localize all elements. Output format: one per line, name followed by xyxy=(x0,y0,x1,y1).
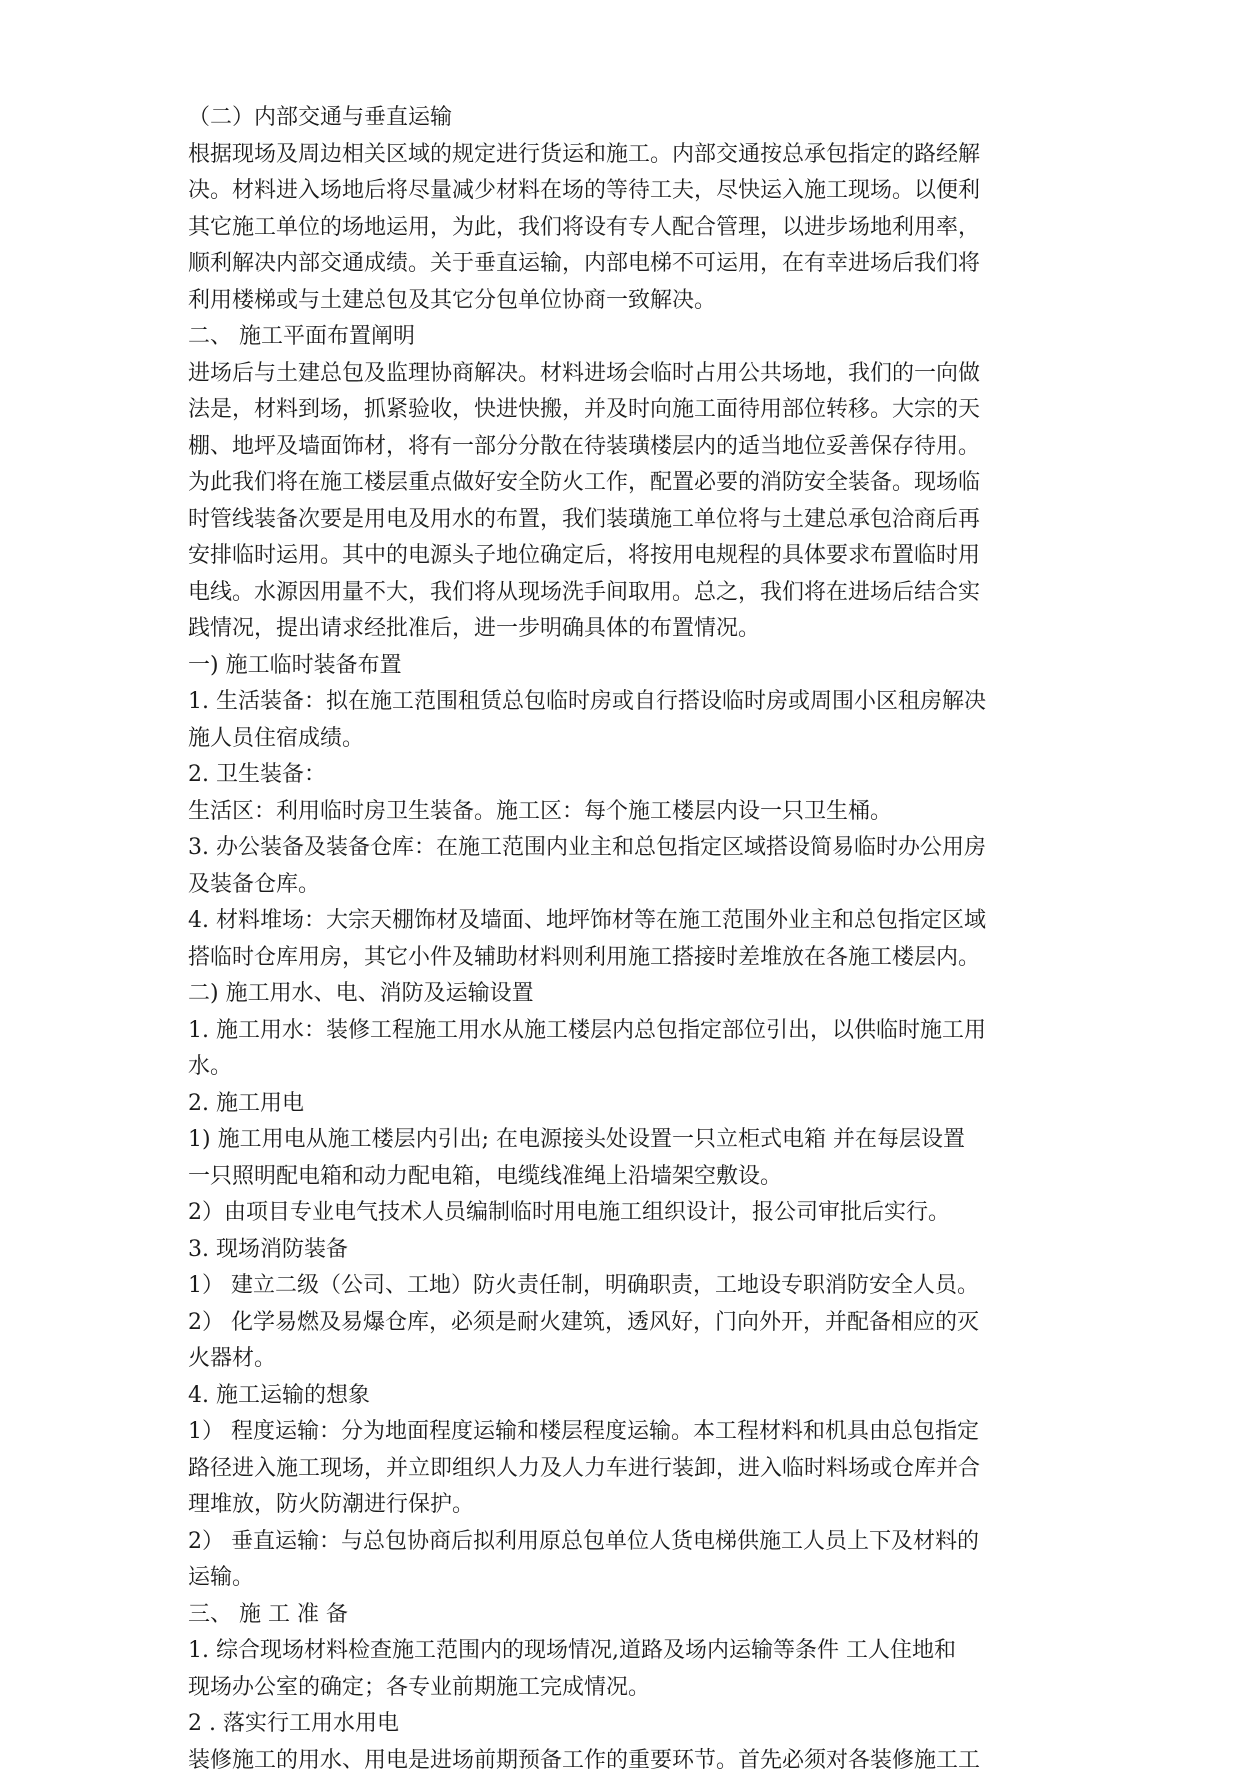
list-item-line: 火器材。 xyxy=(188,1341,1188,1378)
list-item-line: 1） 程度运输：分为地面程度运输和楼层程度运输。本工程材料和机具由总包指定 xyxy=(188,1414,1188,1451)
subsection-heading: 一) 施工临时装备布置 xyxy=(188,648,1188,685)
list-item-line: 1. 生活装备：拟在施工范围租赁总包临时房或自行搭设临时房或周围小区租房解决 xyxy=(188,684,1188,721)
paragraph-line: 法是，材料到场，抓紧验收，快进快搬，并及时向施工面待用部位转移。大宗的天 xyxy=(188,392,1188,429)
list-item-line: 1) 施工用电从施工楼层内引出; 在电源接头处设置一只立柜式电箱 并在每层设置 xyxy=(188,1122,1188,1159)
paragraph-line: 其它施工单位的场地运用，为此，我们将设有专人配合管理，以进步场地利用率， xyxy=(188,210,1188,247)
list-item-line: 1） 建立二级（公司、工地）防火责任制，明确职责，工地设专职消防安全人员。 xyxy=(188,1268,1188,1305)
paragraph-line: 顺利解决内部交通成绩。关于垂直运输，内部电梯不可运用，在有幸进场后我们将 xyxy=(188,246,1188,283)
paragraph-line: 践情况，提出请求经批准后，进一步明确具体的布置情况。 xyxy=(188,611,1188,648)
section-heading: 二、 施工平面布置阐明 xyxy=(188,319,1188,356)
list-item-line: 理堆放，防火防潮进行保护。 xyxy=(188,1487,1188,1524)
list-item-line: 3. 现场消防装备 xyxy=(188,1232,1188,1269)
list-item-line: 施人员住宿成绩。 xyxy=(188,721,1188,758)
list-item-line: 及装备仓库。 xyxy=(188,867,1188,904)
list-item-line: 2） 垂直运输：与总包协商后拟利用原总包单位人货电梯供施工人员上下及材料的 xyxy=(188,1524,1188,1561)
list-item-line: 2. 施工用电 xyxy=(188,1086,1188,1123)
list-item-line: 运输。 xyxy=(188,1560,1188,1597)
paragraph-line: 电线。水源因用量不大，我们将从现场洗手间取用。总之，我们将在进场后结合实 xyxy=(188,575,1188,612)
paragraph-line: 根据现场及周边相关区域的规定进行货运和施工。内部交通按总承包指定的路经解 xyxy=(188,137,1188,174)
list-item-line: 2） 化学易燃及易爆仓库，必须是耐火建筑，透风好，门向外开，并配备相应的灭 xyxy=(188,1305,1188,1342)
paragraph-line: 为此我们将在施工楼层重点做好安全防火工作，配置必要的消防安全装备。现场临 xyxy=(188,465,1188,502)
list-item-line: 搭临时仓库用房，其它小件及辅助材料则利用施工搭接时差堆放在各施工楼层内。 xyxy=(188,940,1188,977)
list-item-line: 2 . 落实行工用水用电 xyxy=(188,1706,1188,1743)
list-item-line: 一只照明配电箱和动力配电箱，电缆线准绳上沿墙架空敷设。 xyxy=(188,1159,1188,1196)
subsection-heading: （二）内部交通与垂直运输 xyxy=(188,100,1188,137)
list-item-line: 1. 施工用水：装修工程施工用水从施工楼层内总包指定部位引出，以供临时施工用 xyxy=(188,1013,1188,1050)
paragraph-line: 决。材料进入场地后将尽量减少材料在场的等待工夫，尽快运入施工现场。以便利 xyxy=(188,173,1188,210)
list-item-line: 水。 xyxy=(188,1049,1188,1086)
subsection-heading: 二) 施工用水、电、消防及运输设置 xyxy=(188,976,1188,1013)
list-item-line: 2. 卫生装备： xyxy=(188,757,1188,794)
paragraph-line: 棚、地坪及墙面饰材，将有一部分分散在待装璜楼层内的适当地位妥善保存待用。 xyxy=(188,429,1188,466)
list-item-line: 3. 办公装备及装备仓库：在施工范围内业主和总包指定区域搭设简易临时办公用房 xyxy=(188,830,1188,867)
paragraph-line: 利用楼梯或与土建总包及其它分包单位协商一致解决。 xyxy=(188,283,1188,320)
list-item-line: 4. 施工运输的想象 xyxy=(188,1378,1188,1415)
list-item-line: 现场办公室的确定；各专业前期施工完成情况。 xyxy=(188,1670,1188,1707)
paragraph-line: 时管线装备次要是用电及用水的布置，我们装璜施工单位将与土建总承包洽商后再 xyxy=(188,502,1188,539)
list-item-line: 生活区：利用临时房卫生装备。施工区：每个施工楼层内设一只卫生桶。 xyxy=(188,794,1188,831)
list-item-line: 路径进入施工现场，并立即组织人力及人力车进行装卸，进入临时料场或仓库并合 xyxy=(188,1451,1188,1488)
paragraph-line: 安排临时运用。其中的电源头子地位确定后，将按用电规程的具体要求布置临时用 xyxy=(188,538,1188,575)
paragraph-line: 进场后与土建总包及监理协商解决。材料进场会临时占用公共场地，我们的一向做 xyxy=(188,356,1188,393)
section-heading: 三、 施 工 准 备 xyxy=(188,1597,1188,1634)
list-item-line: 1. 综合现场材料检查施工范围内的现场情况,道路及场内运输等条件 工人住地和 xyxy=(188,1633,1188,1670)
paragraph-line: 装修施工的用水、用电是进场前期预备工作的重要环节。首先必须对各装修施工工 xyxy=(188,1743,1188,1779)
list-item-line: 2）由项目专业电气技术人员编制临时用电施工组织设计，报公司审批后实行。 xyxy=(188,1195,1188,1232)
document-page xyxy=(188,100,1188,1779)
list-item-line: 4. 材料堆场：大宗天棚饰材及墙面、地坪饰材等在施工范围外业主和总包指定区域 xyxy=(188,903,1188,940)
